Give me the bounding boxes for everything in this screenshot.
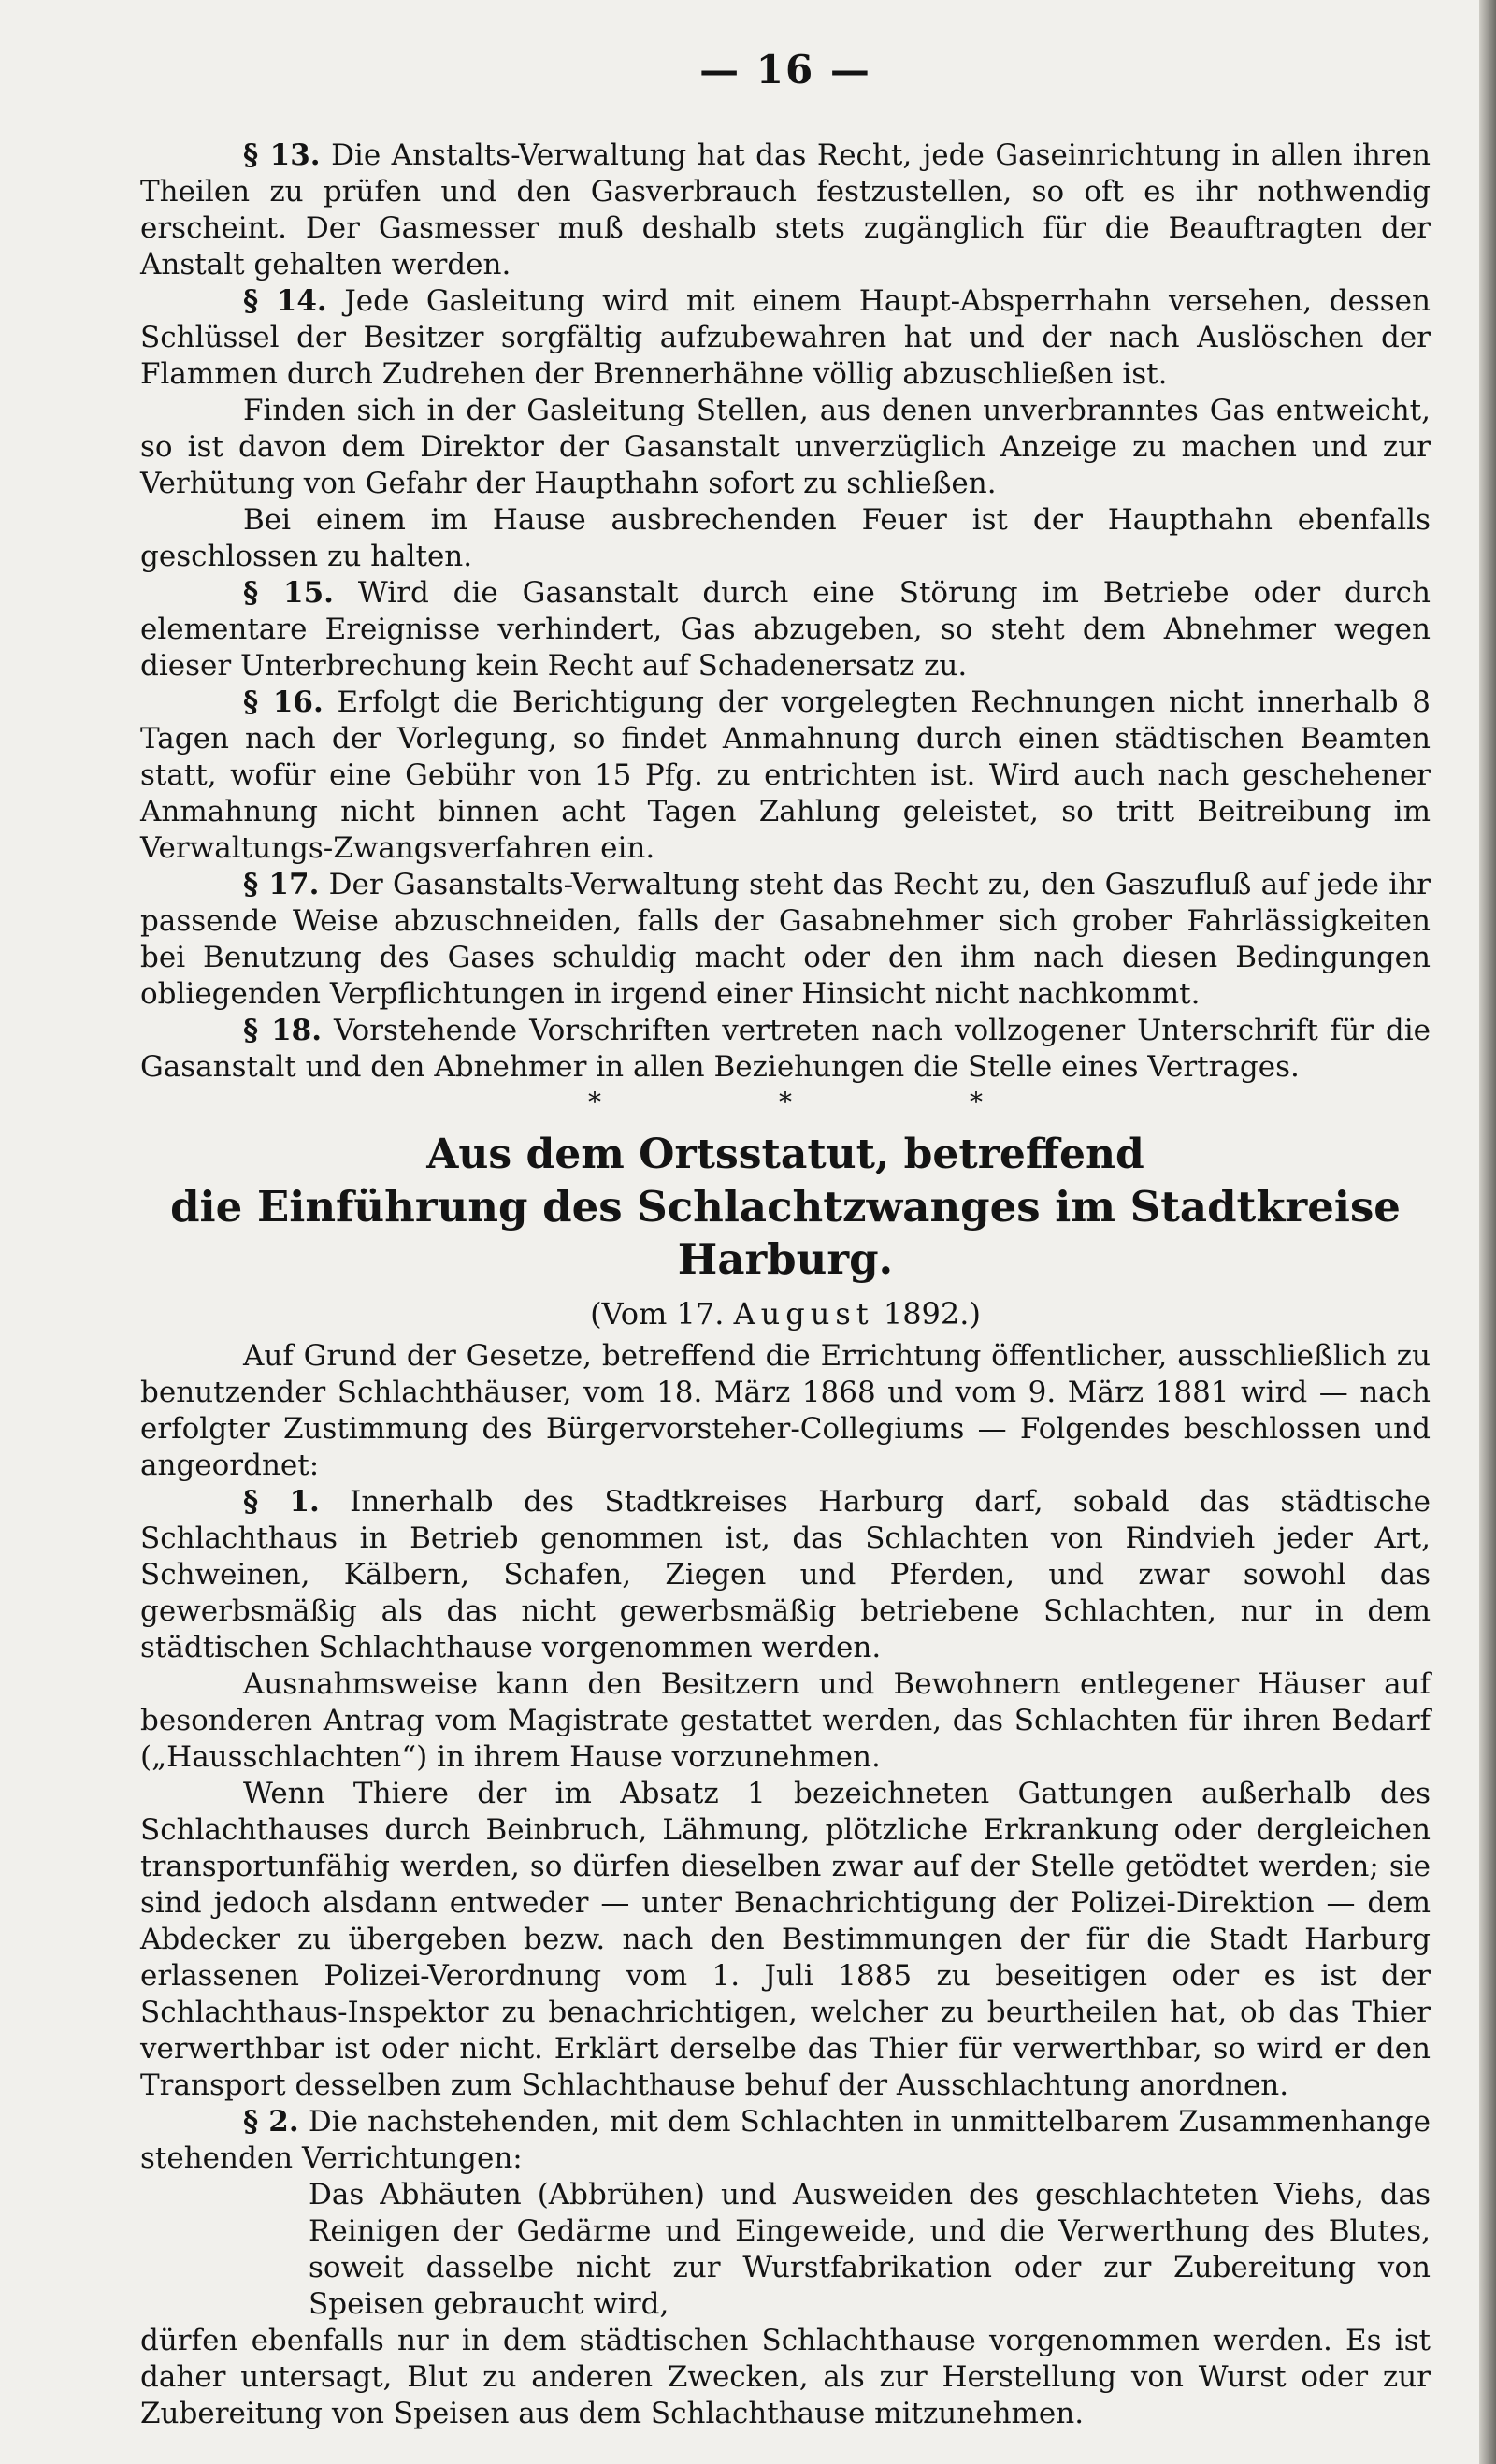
gas-paragraph <box>140 1013 1431 1086</box>
section-number: § 17. <box>243 868 320 901</box>
gas-paragraph <box>140 283 1431 393</box>
paragraph-text: Der Gasanstalts-Verwaltung steht das Recht zu, den Gaszufluß auf jede ihr passende Weise abzuschneiden, falls der Gasabnehmer sich grober Fahrlässigkeiten bei Benutzung des Gases schuldig macht oder den ihm nach diesen Bedingungen obliegenden Verpflichtungen in irgend einer Hinsicht nicht nachkommt. <box>140 868 1431 1011</box>
paragraph-text: Wird die Gasanstalt durch eine Störung im Betriebe oder durch elementare Ereignisse verhindert, Gas abzugeben, so steht dem Abnehmer wegen dieser Unterbrechung kein Recht auf Schadenersatz zu. <box>140 576 1431 683</box>
section-number: § 14. <box>243 284 327 318</box>
gas-paragraph <box>140 867 1431 1013</box>
statute-paragraph <box>140 1338 1431 1484</box>
statute-date <box>140 1293 1431 1334</box>
section-number: § 16. <box>243 685 324 719</box>
section-number: § 18. <box>243 1014 323 1047</box>
gas-paragraph <box>140 393 1431 502</box>
page-edge-shadow <box>1479 0 1496 2464</box>
gas-paragraph <box>140 137 1431 283</box>
star-3: * <box>970 1087 983 1117</box>
paragraph-text: Die nachstehenden, mit dem Schlachten in unmittelbarem Zusammenhange stehenden Verrichtungen: <box>140 2105 1431 2175</box>
star-1: * <box>588 1087 601 1117</box>
statute-heading-line-1: Aus dem Ortsstatut, betreffend <box>426 1131 1144 1178</box>
date-close: 1892.) <box>873 1296 981 1332</box>
paragraph-text: Wenn Thiere der im Absatz 1 bezeichneten Gattungen außerhalb des Schlachthauses durch Beinbruch, Lähmung, plötzliche Erkrankung oder dergleichen transportunfähig werden, so dürfen dieselben zwar auf der Stelle getödtet werden; sie sind jedoch alsdann entweder — unter Benachrichtigung der Polizei-Direktion — dem Abdecker zu übergeben bezw. nach den Bestimmungen der für die Stadt Harburg erlassenen Polizei-Verordnung vom 1. Juli 1885 zu beseitigen oder es ist der Schlachthaus-Inspektor zu benachrichtigen, welcher zu beurtheilen hat, ob das Thier verwerthbar ist oder nicht. Erklärt derselbe das Thier für verwerthbar, so wird er den Transport desselben zum Schlachthause behuf der Ausschlachtung anordnen. <box>140 1777 1431 2102</box>
section-number: § 2. <box>243 2105 299 2139</box>
paragraph-text: Ausnahmsweise kann den Besitzern und Bewohnern entlegener Häuser auf besonderen Antrag vom Magistrate gestattet werden, das Schlachten für ihren Bedarf („Hausschlachten“) in ihrem Hause vorzunehmen. <box>140 1667 1431 1774</box>
statute-heading-line-2: die Einführung des Schlachtzwanges im Stadtkreise Harburg. <box>170 1182 1401 1284</box>
closing-paragraph: dürfen ebenfalls nur in dem städtischen Schlachthause vorgenommen werden. Es ist daher untersagt, Blut zu anderen Zwecken, als zur Herstellung von Wurst oder zur Zubereitung von Speisen aus dem Schlachthause mitzunehmen. <box>140 2324 1431 2430</box>
paragraph-text: Die Anstalts-Verwaltung hat das Recht, jede Gaseinrichtung in allen ihren Theilen zu prüfen und den Gasverbrauch festzustellen, so oft es ihr nothwendig erscheint. Der Gasmesser muß deshalb stets zugänglich für die Beauftragten der Anstalt gehalten werden. <box>140 138 1431 281</box>
gas-paragraph <box>140 575 1431 684</box>
section-divider-stars <box>140 1088 1431 1117</box>
paragraph-text: Vorstehende Vorschriften vertreten nach vollzogener Unterschrift für die Gasanstalt und den Abnehmer in allen Beziehungen die Stelle eines Vertrages. <box>140 1014 1431 1084</box>
indented-enumeration <box>140 2177 1431 2323</box>
statute-paragraph <box>140 1484 1431 1666</box>
indented-text: Das Abhäuten (Abbrühen) und Ausweiden des geschlachteten Viehs, das Reinigen der Gedärme und Eingeweide, und die Verwerthung des Blutes, soweit dasselbe nicht zur Wurstfabrikation oder zur Zubereitung von Speisen gebraucht wird, <box>309 2178 1431 2321</box>
page-number: — 16 — <box>699 47 871 93</box>
top-section <box>140 137 1431 1086</box>
gas-paragraph <box>140 684 1431 867</box>
paragraph-text: Finden sich in der Gasleitung Stellen, aus denen unverbranntes Gas entweicht, so ist davon dem Direktor der Gasanstalt unverzüglich Anzeige zu machen und zur Verhütung von Gefahr der Haupthahn sofort zu schließen. <box>140 394 1431 500</box>
paragraph-text: Erfolgt die Berichtigung der vorgelegten Rechnungen nicht innerhalb 8 Tagen nach der Vorlegung, so findet Anmahnung durch einen städtischen Beamten statt, wofür eine Gebühr von 15 Pfg. zu entrichten ist. Wird auch nach geschehener Anmahnung nicht binnen acht Tagen Zahlung geleistet, so tritt Beitreibung im Verwaltungs-Zwangsverfahren ein. <box>140 685 1431 865</box>
paragraph-text: Jede Gasleitung wird mit einem Haupt-Absperrhahn versehen, dessen Schlüssel der Besitzer sorgfältig aufzubewahren hat und der nach Auslöschen der Flammen durch Zudrehen der Brennerhähne völlig abzuschließen ist. <box>140 284 1431 391</box>
date-month: August <box>733 1296 874 1332</box>
paragraph-text: Bei einem im Hause ausbrechenden Feuer ist der Haupthahn ebenfalls geschlossen zu halten. <box>140 503 1431 573</box>
bottom-section <box>140 1338 1431 2177</box>
statute-paragraph <box>140 2104 1431 2177</box>
section-number: § 15. <box>243 576 334 610</box>
paragraph-text: Auf Grund der Gesetze, betreffend die Errichtung öffentlicher, ausschließlich zu benutzender Schlachthäuser, vom 18. März 1868 und vom 9. März 1881 wird — nach erfolgter Zustimmung des Bürgervorsteher-Collegiums — Folgendes beschlossen und angeordnet: <box>140 1339 1431 1482</box>
star-2: * <box>779 1087 792 1117</box>
section-number: § 1. <box>243 1485 320 1519</box>
gas-paragraph <box>140 502 1431 575</box>
section-number: § 13. <box>243 138 321 172</box>
date-open: (Vom 17. <box>590 1296 734 1332</box>
paragraph-text: Innerhalb des Stadtkreises Harburg darf, sobald das städtische Schlachthaus in Betrieb genommen ist, das Schlachten von Rindvieh jeder Art, Schweinen, Kälbern, Schafen, Ziegen und Pferden, und zwar sowohl das gewerbsmäßig als das nicht gewerbsmäßig betriebene Schlachten, nur in dem städtischen Schlachthause vorgenommen werden. <box>140 1485 1431 1664</box>
statute-paragraph <box>140 1666 1431 1776</box>
statute-paragraph <box>140 1776 1431 2104</box>
